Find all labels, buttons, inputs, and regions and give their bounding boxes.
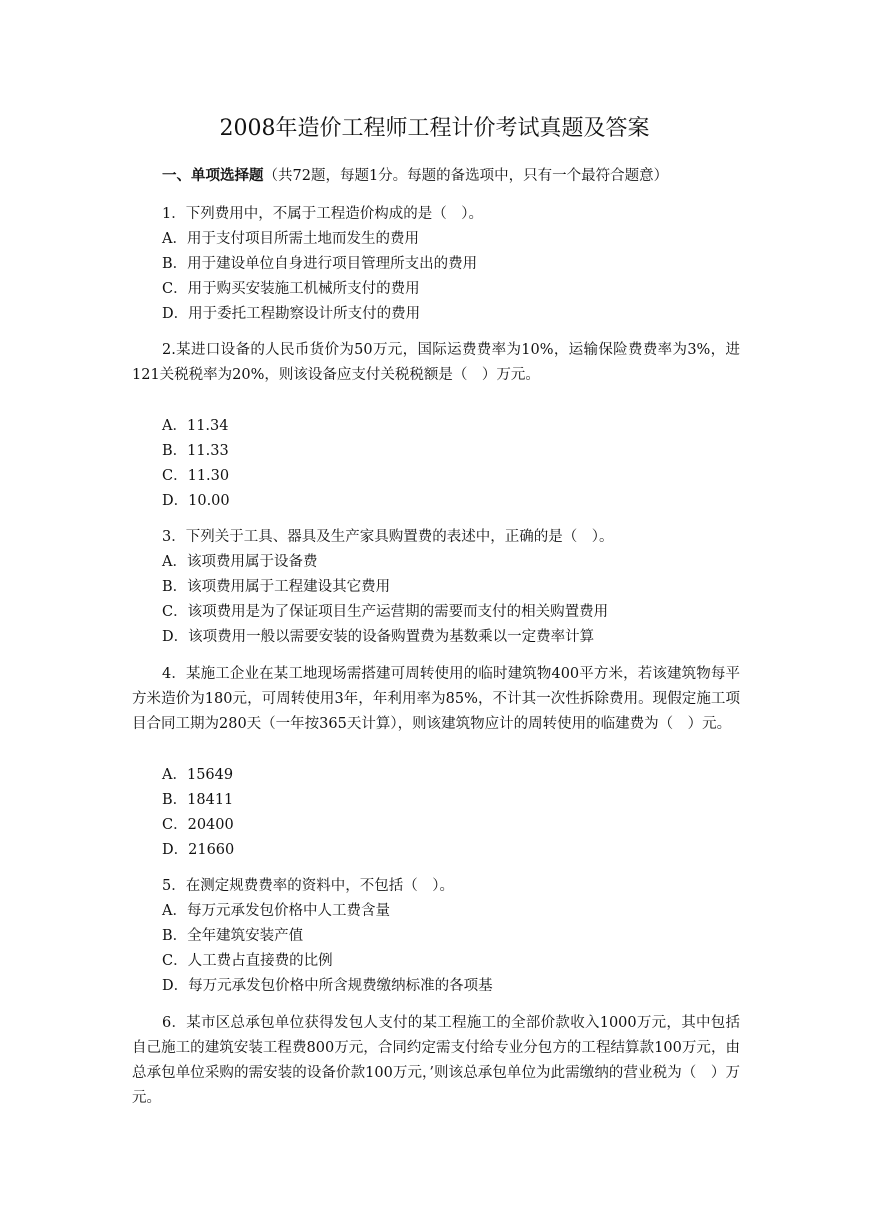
section-heading: 一、单项选择题: [162, 167, 264, 184]
document-title: 2008年造价工程师工程计价考试真题及答案: [219, 116, 650, 141]
question-1-option-b: B．用于建设单位自身进行项目管理所支出的费用: [162, 256, 478, 272]
question-3-option-d: D．该项费用一般以需要安装的设备购置费为基数乘以一定费率计算: [162, 629, 595, 645]
question-2-stem: 2.某进口设备的人民币货价为50万元，国际运费费率为10%，运输保险费费率为3%，进121关税税率为20%，则该设备应支付关税税额是（ ）万元。: [132, 342, 740, 383]
section-note: （共72题，每题1分。每题的备选项中，只有一个最符合题意）: [263, 168, 669, 184]
question-1-option-a: A．用于支付项目所需土地而发生的费用: [162, 231, 419, 247]
question-1-option-d: D．用于委托工程勘察设计所支付的费用: [162, 306, 421, 322]
question-5-option-a: A．每万元承发包价格中人工费含量: [162, 903, 390, 919]
question-4-option-d: D．21660: [162, 842, 235, 858]
question-2-option-c: C．11.30: [162, 468, 230, 484]
question-4-option-b: B．18411: [162, 792, 234, 808]
question-2-option-d: D．10.00: [162, 493, 230, 509]
question-1-stem: 1．下列费用中，不属于工程造价构成的是（ ）。: [162, 206, 483, 222]
question-5-option-d: D．每万元承发包价格中所含规费缴纳标准的各项基: [162, 978, 493, 994]
question-3-stem: 3．下列关于工具、器具及生产家具购置费的表述中，正确的是（ ）。: [162, 529, 614, 545]
question-1-option-c: C．用于购买安装施工机械所支付的费用: [162, 281, 420, 297]
question-5-stem: 5．在测定规费费率的资料中，不包括（ ）。: [162, 878, 454, 894]
question-3-option-b: B．该项费用属于工程建设其它费用: [162, 579, 391, 595]
question-2-option-a: A．11.34: [162, 418, 229, 434]
question-4-option-a: A．15649: [162, 767, 234, 783]
section-header: [162, 164, 668, 188]
question-3-option-a: A．该项费用属于设备费: [162, 554, 318, 570]
question-6-stem: 6．某市区总承包单位获得发包人支付的某工程施工的全部价款收入1000万元，其中包括自己施工的建筑安装工程费800万元，合同约定需支付给专业分包方的工程结算款100万元，由总承包单位采购的需安装的设备价款100万元，’则该总承包单位为此需缴纳的营业税为（ ）万元。: [132, 1015, 740, 1106]
question-5-option-b: B．全年建筑安装产值: [162, 928, 304, 944]
question-4-stem: 4．某施工企业在某工地现场需搭建可周转使用的临时建筑物400平方米，若该建筑物每平方米造价为180元，可周转使用3年，年利用率为85%，不计其一次性拆除费用。现假定施工项目合同工期为280天（一年按365天计算），则该建筑物应计的周转使用的临建费为（ ）元。: [132, 666, 740, 732]
question-4-option-c: C．20400: [162, 817, 234, 833]
question-2-option-b: B．11.33: [162, 443, 229, 459]
question-3-option-c: C．该项费用是为了保证项目生产运营期的需要而支付的相关购置费用: [162, 604, 609, 620]
question-5-option-c: C．人工费占直接费的比例: [162, 953, 333, 969]
